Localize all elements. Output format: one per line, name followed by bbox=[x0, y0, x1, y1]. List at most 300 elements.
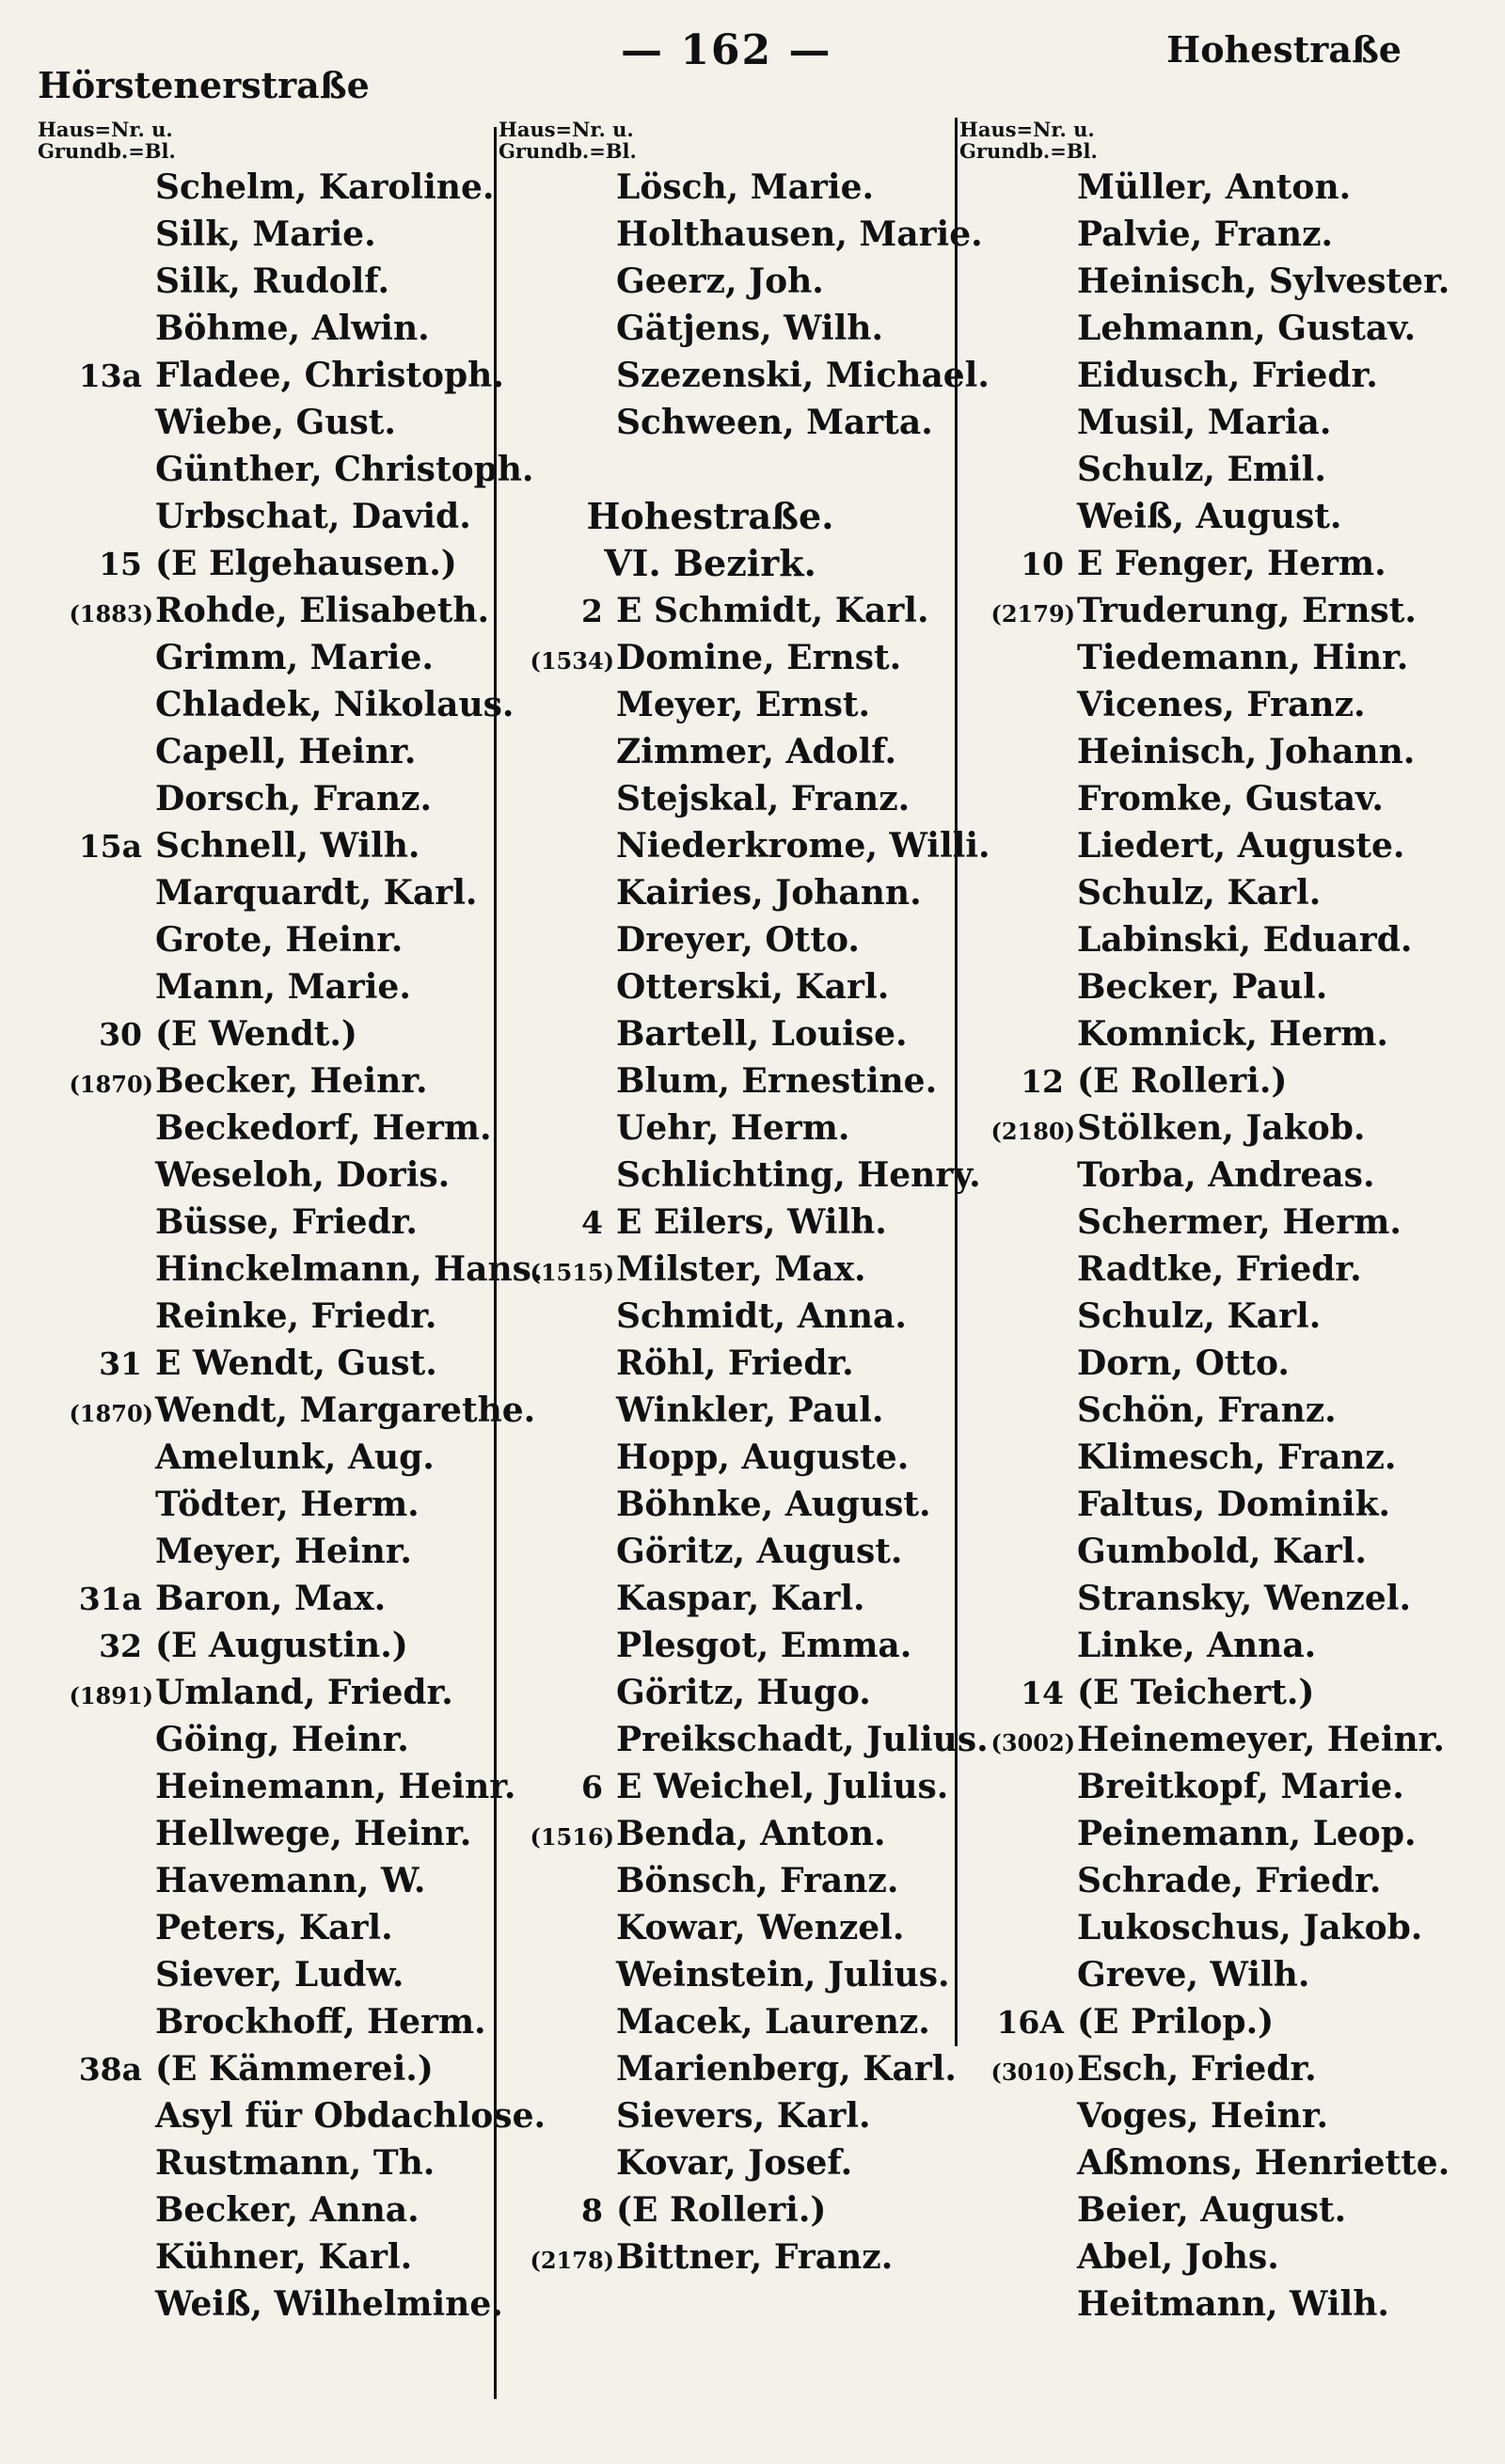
resident-name: Geerz, Joh. bbox=[616, 262, 824, 301]
resident-name: Lukoschus, Jakob. bbox=[1077, 1908, 1423, 1947]
section-title bbox=[499, 493, 959, 540]
column-1 bbox=[38, 118, 547, 2328]
resident-name: Bartell, Louise. bbox=[616, 1014, 908, 1054]
directory-entry bbox=[959, 775, 1449, 822]
resident-name: Dorsch, Franz. bbox=[155, 779, 432, 819]
directory-entry bbox=[38, 1057, 489, 1105]
resident-name: Hinckelmann, Hans. bbox=[155, 1249, 544, 1289]
house-number: 14 bbox=[1021, 1675, 1064, 1711]
directory-entry bbox=[959, 1857, 1449, 1904]
directory-entry bbox=[499, 2139, 959, 2186]
page-number: — 162 — bbox=[621, 26, 832, 74]
directory-entry bbox=[38, 1528, 489, 1575]
resident-name: Heitmann, Wilh. bbox=[1077, 2284, 1389, 2324]
directory-entry bbox=[959, 305, 1449, 352]
resident-name: Havemann, W. bbox=[155, 1861, 426, 1900]
directory-entry bbox=[959, 587, 1449, 634]
directory-entry bbox=[499, 1763, 959, 1810]
directory-entry bbox=[38, 2045, 489, 2092]
house-number: 10 bbox=[1021, 546, 1064, 582]
house-number: 4 bbox=[581, 1204, 603, 1241]
resident-name: Hohestraße. bbox=[586, 495, 834, 537]
directory-entry bbox=[499, 211, 983, 258]
house-number: 38a bbox=[78, 2051, 142, 2088]
directory-entry bbox=[959, 1199, 1449, 1246]
resident-name: Umland, Friedr. bbox=[155, 1673, 453, 1712]
resident-name: Grote, Heinr. bbox=[155, 920, 404, 960]
resident-name: Weiß, Wilhelmine. bbox=[155, 2284, 503, 2324]
resident-name: Stransky, Wenzel. bbox=[1077, 1579, 1411, 1618]
house-number: (1516) bbox=[530, 1823, 614, 1851]
directory-entry bbox=[38, 916, 489, 963]
directory-entry bbox=[959, 1998, 1449, 2045]
directory-entry bbox=[38, 399, 489, 446]
resident-name: Müller, Anton. bbox=[1077, 167, 1352, 207]
resident-name: Kovar, Josef. bbox=[616, 2143, 853, 2183]
resident-name: Mann, Marie. bbox=[155, 967, 411, 1007]
resident-name: Hopp, Auguste. bbox=[616, 1438, 910, 1477]
column-2 bbox=[499, 118, 990, 2281]
resident-name: Grimm, Marie. bbox=[155, 638, 434, 677]
resident-name: Chladek, Nikolaus. bbox=[155, 685, 515, 724]
directory-entry bbox=[959, 728, 1449, 775]
directory-entry bbox=[38, 1904, 489, 1951]
directory-entry bbox=[959, 1481, 1449, 1528]
column-header: Haus=Nr. u. Grundb.=Bl. bbox=[959, 118, 1098, 163]
directory-entry bbox=[38, 2186, 489, 2233]
resident-name: Aßmons, Henriette. bbox=[1077, 2143, 1450, 2183]
resident-name: Göing, Heinr. bbox=[155, 1720, 409, 1759]
resident-name: Beier, August. bbox=[1077, 2190, 1347, 2230]
column-header: Haus=Nr. u. Grundb.=Bl. bbox=[38, 118, 176, 163]
resident-name: Tiedemann, Hinr. bbox=[1077, 638, 1409, 677]
directory-entry bbox=[499, 1951, 959, 1998]
directory-entry bbox=[499, 1010, 959, 1057]
resident-name: Fromke, Gustav. bbox=[1077, 779, 1384, 819]
directory-entry bbox=[959, 1763, 1449, 1810]
directory-entry bbox=[959, 1387, 1449, 1434]
resident-name: Dreyer, Otto. bbox=[616, 920, 860, 960]
directory-entry bbox=[499, 775, 959, 822]
resident-name: Schelm, Karoline. bbox=[155, 167, 495, 207]
directory-entry bbox=[499, 1575, 959, 1622]
house-number: 6 bbox=[581, 1769, 603, 1805]
resident-name: Schulz, Karl. bbox=[1077, 873, 1322, 913]
resident-name: Dorn, Otto. bbox=[1077, 1343, 1290, 1383]
house-number: (2180) bbox=[990, 1118, 1075, 1145]
directory-entry bbox=[499, 1481, 959, 1528]
directory-entry bbox=[499, 1293, 959, 1340]
directory-entry bbox=[38, 1199, 489, 1246]
house-number: 8 bbox=[581, 2192, 603, 2229]
resident-name: Meyer, Heinr. bbox=[155, 1532, 412, 1571]
resident-name: Kaspar, Karl. bbox=[616, 1579, 865, 1618]
resident-name: Greve, Wilh. bbox=[1077, 1955, 1310, 1995]
house-number: 12 bbox=[1021, 1063, 1064, 1100]
directory-entry bbox=[499, 1857, 959, 1904]
resident-name: Siever, Ludw. bbox=[155, 1955, 404, 1995]
resident-name: Becker, Anna. bbox=[155, 2190, 420, 2230]
directory-entry bbox=[499, 352, 990, 399]
resident-name: Schnell, Wilh. bbox=[155, 826, 420, 866]
resident-name: Stölken, Jakob. bbox=[1077, 1108, 1366, 1148]
resident-name: Heinisch, Johann. bbox=[1077, 732, 1416, 771]
resident-name: Breitkopf, Marie. bbox=[1077, 1767, 1404, 1806]
house-number: (3002) bbox=[990, 1729, 1075, 1757]
directory-entry bbox=[38, 822, 489, 869]
directory-entry bbox=[38, 681, 515, 728]
directory-entry bbox=[38, 869, 489, 916]
resident-name: (E Rolleri.) bbox=[1077, 1061, 1288, 1101]
directory-entry bbox=[38, 1152, 489, 1199]
resident-name: Esch, Friedr. bbox=[1077, 2049, 1317, 2089]
resident-name: Milster, Max. bbox=[616, 1249, 866, 1289]
resident-name: Preikschadt, Julius. bbox=[616, 1720, 989, 1759]
resident-name: Reinke, Friedr. bbox=[155, 1296, 437, 1336]
directory-entry bbox=[499, 2186, 959, 2233]
resident-name: Gumbold, Karl. bbox=[1077, 1532, 1367, 1571]
resident-name: Komnick, Herm. bbox=[1077, 1014, 1388, 1054]
house-number: 16A bbox=[996, 2004, 1064, 2041]
directory-entry bbox=[38, 352, 504, 399]
directory-entry bbox=[38, 1434, 489, 1481]
house-number: 2 bbox=[581, 593, 603, 629]
directory-entry bbox=[959, 1057, 1449, 1105]
house-number: (2179) bbox=[990, 600, 1075, 628]
resident-name: (E Rolleri.) bbox=[616, 2190, 827, 2230]
house-number: (2178) bbox=[530, 2247, 614, 2274]
directory-entry bbox=[38, 446, 534, 493]
directory-entry bbox=[959, 1340, 1449, 1387]
house-number: 30 bbox=[99, 1016, 142, 1053]
house-number: 15a bbox=[78, 828, 142, 865]
directory-entry bbox=[499, 1998, 959, 2045]
resident-name: E Eilers, Wilh. bbox=[616, 1202, 887, 1242]
directory-entry bbox=[499, 1152, 981, 1199]
resident-name: Winkler, Paul. bbox=[616, 1391, 884, 1430]
directory-entry bbox=[959, 1622, 1449, 1669]
directory-entry bbox=[959, 2045, 1449, 2092]
resident-name: Böhme, Alwin. bbox=[155, 309, 430, 348]
directory-entry bbox=[959, 1434, 1449, 1481]
directory-entry bbox=[499, 2045, 959, 2092]
directory-entry bbox=[499, 1340, 959, 1387]
directory-entry bbox=[38, 2281, 503, 2328]
directory-entry bbox=[959, 1152, 1449, 1199]
resident-name: (E Augustin.) bbox=[155, 1626, 408, 1665]
directory-entry bbox=[499, 164, 959, 211]
resident-name: Gätjens, Wilh. bbox=[616, 309, 883, 348]
resident-name: (E Prilop.) bbox=[1077, 2002, 1275, 2042]
resident-name: Klimesch, Franz. bbox=[1077, 1438, 1397, 1477]
resident-name: Eidusch, Friedr. bbox=[1077, 356, 1378, 395]
house-number: (1515) bbox=[530, 1259, 614, 1286]
directory-entry bbox=[499, 1904, 959, 1951]
directory-entry bbox=[959, 2186, 1449, 2233]
directory-entry bbox=[38, 2139, 489, 2186]
directory-entry bbox=[38, 775, 489, 822]
resident-name: Zimmer, Adolf. bbox=[616, 732, 896, 771]
resident-name: Göritz, Hugo. bbox=[616, 1673, 871, 1712]
directory-entry bbox=[959, 1716, 1449, 1763]
directory-entry bbox=[959, 963, 1449, 1010]
directory-entry bbox=[959, 164, 1449, 211]
directory-entry bbox=[499, 1810, 959, 1857]
directory-entry bbox=[959, 822, 1449, 869]
resident-name: E Schmidt, Karl. bbox=[616, 591, 929, 630]
directory-entry bbox=[499, 728, 959, 775]
resident-name: Palvie, Franz. bbox=[1077, 215, 1334, 254]
directory-entry bbox=[38, 258, 489, 305]
directory-entry bbox=[499, 1622, 959, 1669]
directory-entry bbox=[38, 1716, 489, 1763]
resident-name: Tödter, Herm. bbox=[155, 1485, 420, 1524]
resident-name: Peinemann, Leop. bbox=[1077, 1814, 1417, 1853]
directory-entry bbox=[38, 963, 489, 1010]
directory-entry bbox=[38, 305, 489, 352]
resident-name: Brockhoff, Herm. bbox=[155, 2002, 486, 2042]
resident-name: VI. Bezirk. bbox=[604, 542, 816, 584]
directory-entry bbox=[499, 1716, 989, 1763]
directory-entry bbox=[499, 1057, 959, 1105]
directory-entry bbox=[38, 728, 489, 775]
directory-entry bbox=[38, 1810, 489, 1857]
resident-name: Marquardt, Karl. bbox=[155, 873, 478, 913]
directory-entry bbox=[38, 1951, 489, 1998]
resident-name: Voges, Heinr. bbox=[1077, 2096, 1329, 2136]
resident-name: Wendt, Margarethe. bbox=[155, 1391, 536, 1430]
house-number: 31a bbox=[78, 1581, 142, 1617]
resident-name: Truderung, Ernst. bbox=[1077, 591, 1417, 630]
resident-name: Silk, Marie. bbox=[155, 215, 376, 254]
house-number: (1870) bbox=[69, 1400, 153, 1427]
resident-name: Bittner, Franz. bbox=[616, 2237, 894, 2277]
resident-name: Weinstein, Julius. bbox=[616, 1955, 950, 1995]
resident-name: Heinisch, Sylvester. bbox=[1077, 262, 1450, 301]
street-header-right: Hohestraße bbox=[1166, 28, 1402, 71]
house-number: (1534) bbox=[530, 647, 614, 675]
house-number: 15 bbox=[99, 546, 142, 582]
resident-name: Hellwege, Heinr. bbox=[155, 1814, 472, 1853]
directory-entry bbox=[959, 2092, 1449, 2139]
directory-entry bbox=[959, 1105, 1449, 1152]
column-3 bbox=[959, 119, 1449, 2328]
resident-name: E Wendt, Gust. bbox=[155, 1343, 437, 1383]
directory-entry bbox=[499, 822, 990, 869]
directory-entry bbox=[499, 399, 959, 446]
directory-entry bbox=[959, 1246, 1449, 1293]
resident-name: Schlichting, Henry. bbox=[616, 1155, 981, 1195]
resident-name: Schön, Franz. bbox=[1077, 1391, 1337, 1430]
directory-entry bbox=[38, 587, 489, 634]
resident-name: E Weichel, Julius. bbox=[616, 1767, 949, 1806]
column-header: Haus=Nr. u. Grundb.=Bl. bbox=[499, 118, 637, 163]
directory-entry bbox=[959, 1904, 1449, 1951]
directory-entry bbox=[499, 1387, 959, 1434]
directory-entry bbox=[38, 1998, 489, 2045]
resident-name: Lösch, Marie. bbox=[616, 167, 875, 207]
directory-entry bbox=[38, 2092, 547, 2139]
resident-name: Heinemann, Heinr. bbox=[155, 1767, 516, 1806]
directory-entry bbox=[959, 2281, 1449, 2328]
resident-name: Asyl für Obdachlose. bbox=[155, 2096, 547, 2136]
house-number: 13a bbox=[78, 358, 142, 394]
directory-entry bbox=[38, 1763, 516, 1810]
resident-name: Radtke, Friedr. bbox=[1077, 1249, 1362, 1289]
resident-name: Holthausen, Marie. bbox=[616, 215, 983, 254]
resident-name: Günther, Christoph. bbox=[155, 450, 534, 489]
resident-name: Amelunk, Aug. bbox=[155, 1438, 435, 1477]
directory-entry bbox=[499, 1105, 959, 1152]
resident-name: Schulz, Emil. bbox=[1077, 450, 1326, 489]
directory-entry bbox=[959, 1010, 1449, 1057]
resident-name: Schmidt, Anna. bbox=[616, 1296, 907, 1336]
resident-name: Urbschat, David. bbox=[155, 497, 471, 536]
house-number: 32 bbox=[99, 1628, 142, 1664]
directory-entry bbox=[959, 2233, 1449, 2281]
resident-name: Marienberg, Karl. bbox=[616, 2049, 957, 2089]
resident-name: Kühner, Karl. bbox=[155, 2237, 413, 2277]
directory-entry bbox=[959, 1575, 1449, 1622]
resident-name: Plesgot, Emma. bbox=[616, 1626, 912, 1665]
directory-entry bbox=[959, 916, 1449, 963]
directory-entry bbox=[38, 634, 489, 681]
resident-name: Domine, Ernst. bbox=[616, 638, 902, 677]
section-subtitle bbox=[499, 540, 959, 587]
house-number: 31 bbox=[99, 1345, 142, 1382]
directory-entry bbox=[959, 1669, 1449, 1716]
resident-name: Baron, Max. bbox=[155, 1579, 387, 1618]
resident-name: Schermer, Herm. bbox=[1077, 1202, 1402, 1242]
resident-name: Fladee, Christoph. bbox=[155, 356, 504, 395]
resident-name: Büsse, Friedr. bbox=[155, 1202, 418, 1242]
directory-entry bbox=[499, 634, 959, 681]
directory-entry bbox=[38, 1575, 489, 1622]
directory-entry bbox=[959, 1293, 1449, 1340]
resident-name: Stejskal, Franz. bbox=[616, 779, 911, 819]
resident-name: Niederkrome, Willi. bbox=[616, 826, 990, 866]
directory-entry bbox=[959, 446, 1449, 493]
directory-entry bbox=[38, 1857, 489, 1904]
resident-name: Capell, Heinr. bbox=[155, 732, 417, 771]
resident-name: Schween, Marta. bbox=[616, 403, 933, 442]
directory-entry bbox=[959, 869, 1449, 916]
directory-entry bbox=[38, 164, 495, 211]
directory-entry bbox=[959, 211, 1449, 258]
directory-entry bbox=[38, 1105, 492, 1152]
directory-entry bbox=[38, 1010, 489, 1057]
directory-entry bbox=[38, 493, 489, 540]
directory-entry bbox=[959, 493, 1449, 540]
directory-entry bbox=[38, 1293, 489, 1340]
directory-entry bbox=[38, 540, 489, 587]
directory-entry bbox=[499, 587, 959, 634]
resident-name: Uehr, Herm. bbox=[616, 1108, 850, 1148]
resident-name: Schrade, Friedr. bbox=[1077, 1861, 1382, 1900]
resident-name: Göritz, August. bbox=[616, 1532, 903, 1571]
resident-name: Beckedorf, Herm. bbox=[155, 1108, 492, 1148]
directory-entry bbox=[38, 1387, 536, 1434]
resident-name: Heinemeyer, Heinr. bbox=[1077, 1720, 1445, 1759]
resident-name: Wiebe, Gust. bbox=[155, 403, 396, 442]
resident-name: Kairies, Johann. bbox=[616, 873, 922, 913]
resident-name: (E Teichert.) bbox=[1077, 1673, 1315, 1712]
resident-name: Schulz, Karl. bbox=[1077, 1296, 1322, 1336]
directory-entry bbox=[499, 869, 959, 916]
directory-entry bbox=[499, 1246, 959, 1293]
resident-name: Becker, Paul. bbox=[1077, 967, 1328, 1007]
house-number: (1891) bbox=[69, 1682, 153, 1709]
resident-name: Liedert, Auguste. bbox=[1077, 826, 1405, 866]
resident-name: Labinski, Eduard. bbox=[1077, 920, 1413, 960]
resident-name: Faltus, Dominik. bbox=[1077, 1485, 1391, 1524]
resident-name: Röhl, Friedr. bbox=[616, 1343, 854, 1383]
resident-name: Kowar, Wenzel. bbox=[616, 1908, 905, 1947]
directory-entry bbox=[38, 1481, 489, 1528]
directory-entry bbox=[499, 963, 959, 1010]
resident-name: Blum, Ernestine. bbox=[616, 1061, 938, 1101]
resident-name: Weseloh, Doris. bbox=[155, 1155, 451, 1195]
resident-name: Becker, Heinr. bbox=[155, 1061, 428, 1101]
resident-name: Musil, Maria. bbox=[1077, 403, 1332, 442]
street-header-left: Hörstenerstraße bbox=[38, 64, 370, 106]
directory-entry bbox=[38, 1622, 489, 1669]
directory-entry bbox=[499, 258, 959, 305]
resident-name: Lehmann, Gustav. bbox=[1077, 309, 1417, 348]
resident-name: Rustmann, Th. bbox=[155, 2143, 436, 2183]
resident-name: Böhnke, August. bbox=[616, 1485, 931, 1524]
house-number: (1883) bbox=[69, 600, 153, 628]
resident-name: Peters, Karl. bbox=[155, 1908, 393, 1947]
resident-name: Vicenes, Franz. bbox=[1077, 685, 1366, 724]
directory-entry bbox=[499, 446, 959, 493]
directory-entry bbox=[499, 916, 959, 963]
resident-name: Abel, Johs. bbox=[1077, 2237, 1279, 2277]
resident-name: E Fenger, Herm. bbox=[1077, 544, 1386, 583]
directory-entry bbox=[499, 681, 959, 728]
resident-name: Linke, Anna. bbox=[1077, 1626, 1317, 1665]
resident-name: Silk, Rudolf. bbox=[155, 262, 390, 301]
directory-entry bbox=[959, 2139, 1449, 2186]
directory-entry bbox=[499, 1199, 959, 1246]
resident-name: Weiß, August. bbox=[1077, 497, 1342, 536]
directory-entry bbox=[959, 352, 1449, 399]
directory-entry bbox=[959, 258, 1449, 305]
directory-entry bbox=[959, 540, 1449, 587]
resident-name: Szezenski, Michael. bbox=[616, 356, 990, 395]
resident-name: Torba, Andreas. bbox=[1077, 1155, 1375, 1195]
house-number: (1870) bbox=[69, 1071, 153, 1098]
directory-entry bbox=[959, 1951, 1449, 1998]
directory-entry bbox=[499, 1669, 959, 1716]
resident-name: (E Wendt.) bbox=[155, 1014, 357, 1054]
resident-name: Sievers, Karl. bbox=[616, 2096, 871, 2136]
directory-entry bbox=[499, 2233, 959, 2281]
directory-entry bbox=[38, 1246, 544, 1293]
directory-entry bbox=[38, 1340, 489, 1387]
directory-entry bbox=[499, 1434, 959, 1481]
directory-entry bbox=[499, 2092, 959, 2139]
resident-name: Otterski, Karl. bbox=[616, 967, 890, 1007]
resident-name: Benda, Anton. bbox=[616, 1814, 886, 1853]
resident-name: Meyer, Ernst. bbox=[616, 685, 870, 724]
house-number: (3010) bbox=[990, 2059, 1075, 2086]
resident-name: Rohde, Elisabeth. bbox=[155, 591, 490, 630]
resident-name: Macek, Laurenz. bbox=[616, 2002, 930, 2042]
directory-entry bbox=[38, 211, 489, 258]
directory-entry bbox=[959, 681, 1449, 728]
directory-entry bbox=[38, 1669, 489, 1716]
